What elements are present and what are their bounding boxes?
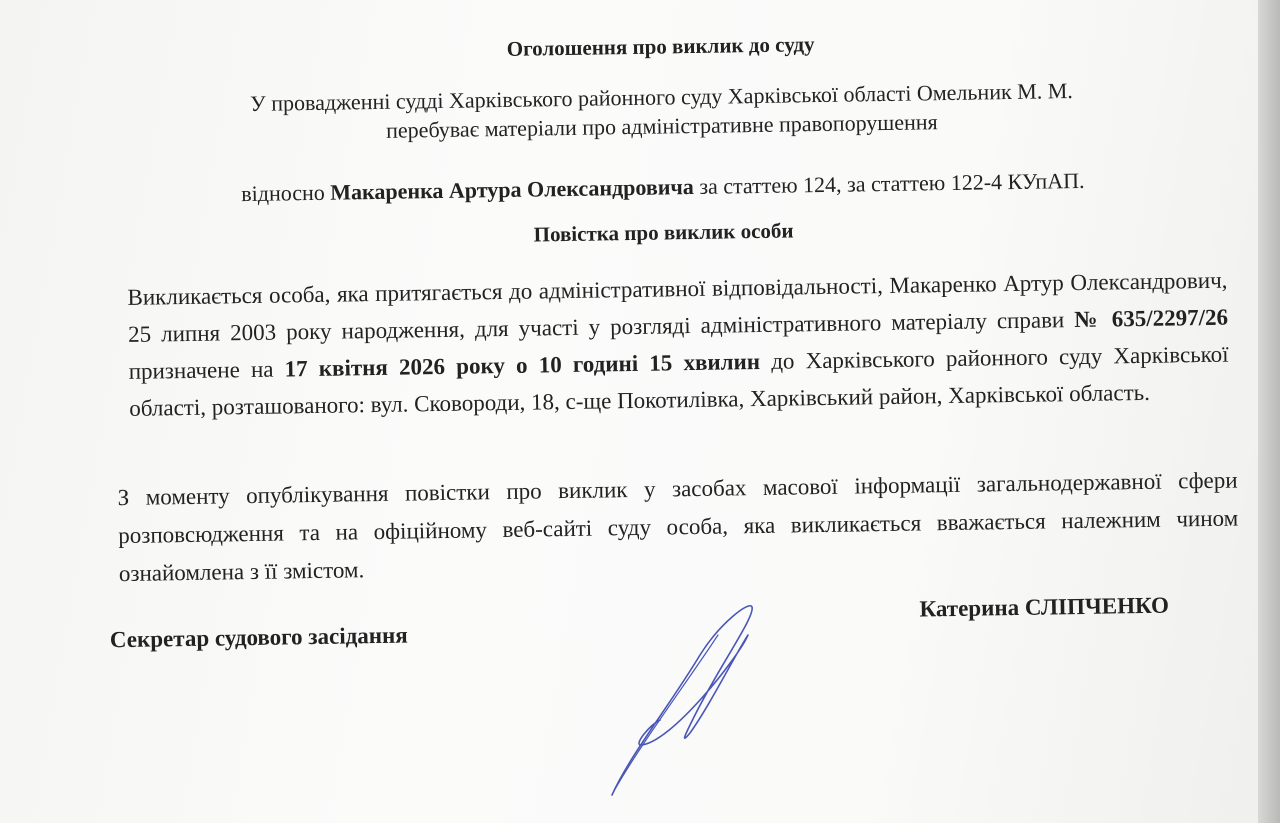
secretary-label: Секретар судового засідання <box>109 622 408 653</box>
subject-suffix: за статтею 124, за статтею 122-4 КУпАП. <box>693 167 1085 200</box>
case-number: № 635/2297/26 <box>1074 304 1229 333</box>
subject-line <box>93 166 1233 210</box>
document-title: Оголошення про виклик до суду <box>506 32 815 61</box>
summons-subtitle: Повістка про виклик особи <box>533 218 794 247</box>
intro-line-2: перебуває матеріали про адміністративне правопорушення <box>385 109 938 143</box>
hearing-datetime: 17 квітня 2026 року о 10 годині 15 хвилин <box>284 348 761 382</box>
intro-line-1: У провадженні судді Харківського районного суду Харківської області Омельник М. М. <box>249 78 1073 116</box>
secretary-name: Катерина СЛІПЧЕНКО <box>919 592 1170 622</box>
notice-paragraph: З моменту опублікування повістки про виклик у засобах масової інформації загальнодержавної сфери розповсюдження та на офіційному веб-сайті суду особа, яка викликається вважається належним чином ознайомлена з її змістом. <box>117 467 1239 587</box>
intro-text <box>91 74 1232 150</box>
summons-paragraph <box>127 262 1229 427</box>
para1-text-2: призначене на <box>128 356 285 384</box>
para1-text-1: Викликається особа, яка притягається до адміністративної відповідальності, Макаренко Артур Олександрович, 25 липня 2003 року народження, для участі у розгляді адміністративного матеріалу справи <box>127 267 1228 347</box>
handwritten-signature <box>600 595 780 805</box>
signature-stroke <box>612 606 752 795</box>
para1-text-3: до Харківського районного суду Харківської області, розташованого: вул. Сковороди, 18, с-ще Покотилівка, Харківський район, Харківської область. <box>129 341 1229 421</box>
subject-prefix: відносно <box>241 179 331 207</box>
subject-name: Макаренка Артура Олександровича <box>330 174 695 205</box>
